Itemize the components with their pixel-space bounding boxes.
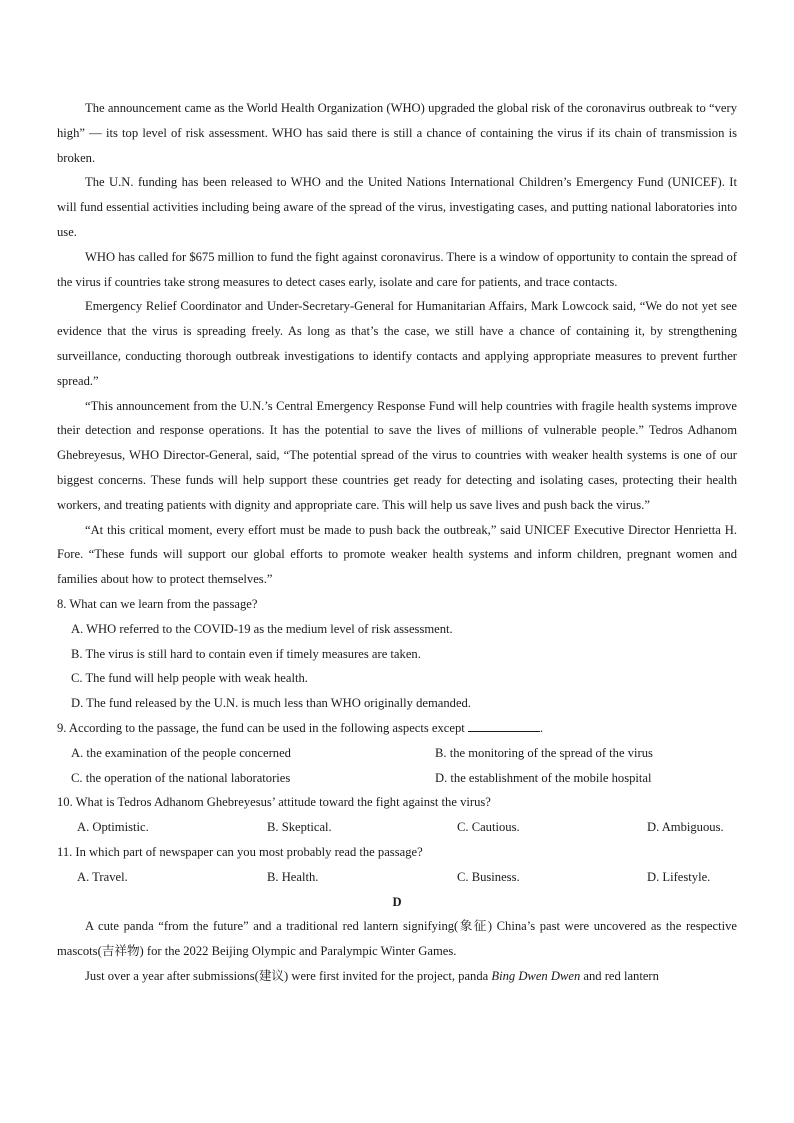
question-option: D. the establishment of the mobile hospital xyxy=(435,770,652,785)
passage-paragraph xyxy=(57,964,737,989)
question-option: D. The fund released by the U.N. is much less than WHO originally demanded. xyxy=(71,696,471,711)
question-option: B. Skeptical. xyxy=(267,820,332,835)
passage-paragraph: “At this critical moment, every effort must be made to push back the outbreak,” said UNICEF Executive Director Henrietta H. Fore. “These funds will support our global efforts to promote weaker health systems and inform children, pregnant women and families about how to protect themselves.” xyxy=(57,522,737,587)
question-stem xyxy=(57,716,737,741)
mascot-name: Bing Dwen Dwen xyxy=(491,968,581,983)
reading-passage-c xyxy=(57,96,737,989)
question-option: A. Optimistic. xyxy=(77,820,149,835)
passage-paragraph: The U.N. funding has been released to WHO and the United Nations International Children’s Emergency Fund (UNICEF). It will fund essential activities including being aware of the spread of the virus, investigating cases, and putting national laboratories into use. xyxy=(57,175,737,239)
question-stem: 8. What can we learn from the passage? xyxy=(57,596,258,611)
text-run: and red lantern xyxy=(580,968,659,983)
question-9 xyxy=(57,716,737,790)
question-option: D. Ambiguous. xyxy=(647,820,724,835)
options-row xyxy=(57,865,737,890)
question-stem-end: . xyxy=(539,720,544,735)
question-option: B. Health. xyxy=(267,869,319,884)
options-row xyxy=(57,741,737,766)
passage-paragraph: The announcement came as the World Health Organization (WHO) upgraded the global risk of the coronavirus outbreak to “very high” — its top level of risk assessment. WHO has said there is still a chance of containing the virus if its chain of transmission is broken. xyxy=(57,101,737,165)
passage-paragraph: WHO has called for $675 million to fund the fight against coronavirus. There is a window of opportunity to contain the spread of the virus if countries take strong measures to detect cases early, isolate and care for patients, and trace contacts. xyxy=(57,249,737,289)
question-option: C. The fund will help people with weak health. xyxy=(71,671,308,686)
question-option: A. Travel. xyxy=(77,869,128,884)
question-option: C. the operation of the national laboratories xyxy=(71,770,291,785)
question-option: B. The virus is still hard to contain even if timely measures are taken. xyxy=(71,646,421,661)
question-option: B. the monitoring of the spread of the virus xyxy=(435,745,653,760)
question-option: A. the examination of the people concerned xyxy=(71,745,291,760)
question-10 xyxy=(57,790,737,840)
question-8 xyxy=(57,592,737,716)
answer-blank xyxy=(468,719,540,732)
question-11 xyxy=(57,840,737,890)
passage-paragraph: A cute panda “from the future” and a traditional red lantern signifying(象征) China’s past were uncovered as the respective mascots(吉祥物) for the 2022 Beijing Olympic and Paralympic Winter Games. xyxy=(57,919,737,959)
options-row xyxy=(57,766,737,791)
question-option: A. WHO referred to the COVID-19 as the medium level of risk assessment. xyxy=(71,621,453,636)
question-stem: 10. What is Tedros Adhanom Ghebreyesus’ attitude toward the fight against the virus? xyxy=(57,795,491,810)
question-option: C. Cautious. xyxy=(457,820,520,835)
question-stem: 11. In which part of newspaper can you most probably read the passage? xyxy=(57,844,423,859)
text-run: Just over a year after submissions(建议) were first invited for the project, panda xyxy=(85,968,492,983)
options-row xyxy=(57,815,737,840)
question-option: D. Lifestyle. xyxy=(647,869,711,884)
question-option: C. Business. xyxy=(457,869,520,884)
passage-paragraph: “This announcement from the U.N.’s Central Emergency Response Fund will help countries with fragile health systems improve their detection and response operations. It has the potential to save the lives of millions of vulnerable people.” Tedros Adhanom Ghebreyesus, WHO Director-General, said, “The potential spread of the virus to countries with weaker health systems is one of our biggest concerns. These funds will help support these countries get ready for detecting and isolating cases, protecting their health workers, and treating patients with dignity and appropriate care. This will help us save lives and push back the virus.” xyxy=(57,398,737,512)
section-heading: D xyxy=(392,894,402,909)
passage-paragraph: Emergency Relief Coordinator and Under-Secretary-General for Humanitarian Affairs, Mark Lowcock said, “We do not yet see evidence that the virus is spreading freely. As long as that’s the case, we still have a chance of containing it, by strengthening surveillance, conducting thorough outbreak investigations to identify contacts and applying appropriate measures to prevent further spread.” xyxy=(57,299,737,388)
question-stem-text: 9. According to the passage, the fund can be used in the following aspects except xyxy=(57,720,465,735)
